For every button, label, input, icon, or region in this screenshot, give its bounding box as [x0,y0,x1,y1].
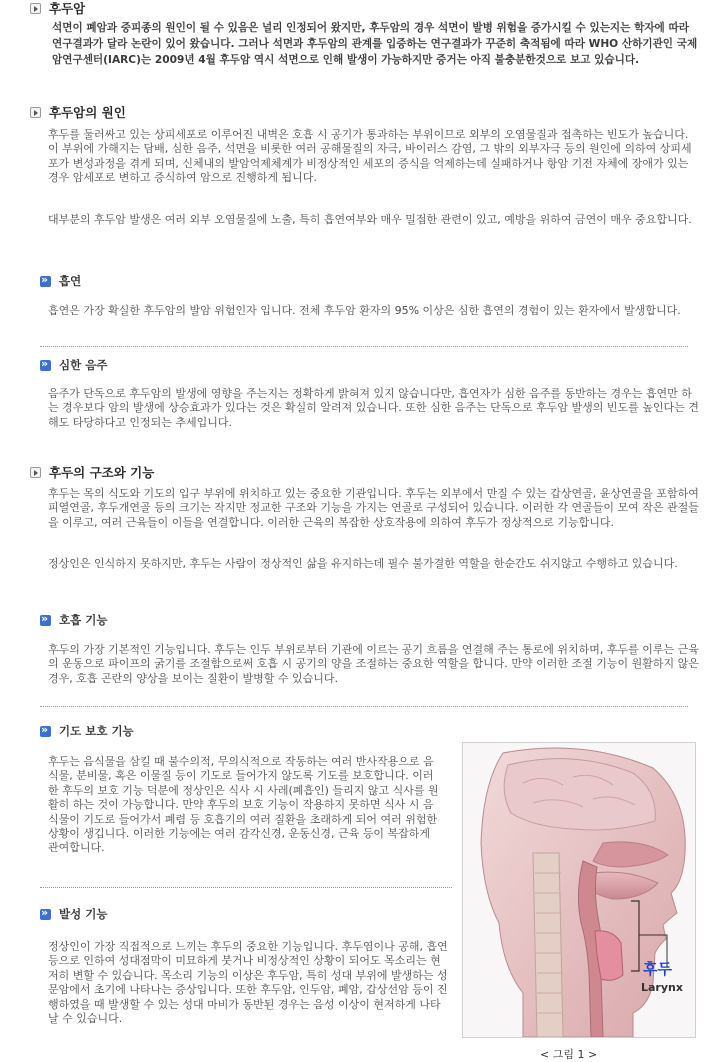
subsection-title: 호흡 기능 [59,613,108,627]
figure-caption: < 그림 1 > [540,1048,598,1061]
drinking-paragraph: 음주가 단독으로 후두암의 발생에 영향을 주는지는 정확하게 밝혀져 있지 않습니다만, 흡연자가 심한 음주를 동반하는 경우는 흡연만 하는 경우보다 암의 발생에 상승효과가 있다는 것은 확실히 알려져 있습니다. 또한 심한 음주는 단독으로 후두암 발생의 빈도를 높인다는 견해도 타당하다고 인정되는 추세입니다. [48,387,699,429]
dotted-divider [40,887,452,888]
section-title: 후두암 [49,1,86,16]
dotted-divider [40,706,688,707]
subsection-title: 기도 보호 기능 [59,724,134,738]
breathing-paragraph: 후두의 가장 기본적인 기능입니다. 후두는 인두 부위로부터 기관에 이르는 공기 흐름을 연결해 주는 통로에 위치하며, 후두를 이루는 근육의 운동으로 파이프의 굵기를 조절함으로써 호흡 시 공기의 양을 조절하는 중요한 역할을 합니다. 만약 이러한 조절 기능이 원활하지 않은 경우, 호흡 곤란의 양상을 보이는 질환이 발병할 수 있습니다. [48,643,699,685]
smoking-paragraph: 흡연은 가장 확실한 후두암의 발암 위험인자 입니다. 전체 후두암 환자의 95% 이상은 심한 흡연의 경험이 있는 환자에서 발생합니다. [48,304,681,317]
arrow-box-icon [30,467,41,478]
figure-label-ko: 후두 [643,960,672,978]
subsection-title: 흡연 [59,274,82,288]
structure-paragraph-2: 정상인은 인식하지 못하지만, 후두는 사람이 정상적인 삶을 유지하는데 필수 불가결한 역할을 한순간도 쉬지않고 수행하고 있습니다. [48,557,678,570]
subsection-header-breathing [40,613,107,627]
subsection-title: 발성 기능 [59,907,108,921]
subsection-header-airway [40,724,134,738]
section-title: 후두암의 원인 [49,105,126,120]
dotted-divider [40,346,688,347]
causes-paragraph-1: 후두를 둘러싸고 있는 상피세포로 이루어진 내벽은 호흡 시 공기가 통과하는 부위이므로 외부의 오염물질과 접촉하는 빈도가 높습니다. 이 부위에 가해지는 담배, 심한 음주, 석면을 비롯한 여러 공해물질의 자극, 바이러스 감염, 그 밖의 외부자극 등의 원인에 의하여 상피세포가 변성과정을 겪게 되며, 신체내의 발암억제체계가 비정상적인 세포의 증식을 억제하는데 실패하거나 항암 기전 자체에 장애가 있는 경우 암세포로 변하고 증식하여 암으로 진행하게 됩니다. [48,128,692,185]
double-arrow-icon [40,909,51,920]
subsection-header-voice [40,907,107,921]
double-arrow-icon [40,276,51,287]
voice-paragraph: 정상인이 가장 직접적으로 느끼는 후두의 중요한 기능입니다. 후두염이나 공해, 흡연 등으로 인하여 성대점막이 미묘하게 붓거나 비정상적인 상황이 되어도 목소리는 현저히 변할 수 있습니다. 목소리 기능의 이상은 후두암, 특히 성대 부위에 발생하는 성문암에서 초기에 나타나는 증상입니다. 또한 후두암, 인두암, 폐암, 갑상선암 등이 진행하였을 때 발생할 수 있는 성대 마비가 동반된 경우는 음성 이상이 현저하게 나타날 수 있습니다. [48,940,448,1026]
airway-paragraph: 후두는 음식물을 삼킬 때 불수의적, 무의식적으로 작동하는 여러 반사작용으로 음식물, 분비물, 혹은 이물질 등이 기도로 들어가지 않도록 기도를 보호합니다. 이러한 후두의 보호 기능 덕분에 정상인은 식사 시 사레(폐흡인) 들리지 않고 식사를 원활히 하는 것이 가능합니다. 만약 후두의 보호 기능이 작용하지 못하면 식사 시 음식물이 기도로 들어가서 폐렴 등 호흡기의 여러 질환을 초래하게 되어 여러 위험한 상황이 생깁니다. 이러한 기능에는 여러 감각신경, 운동신경, 근육 등이 복잡하게 관여합니다. [48,755,439,855]
double-arrow-icon [40,615,51,626]
section-header-laryngeal-cancer [30,0,85,16]
section-header-causes [30,104,126,120]
section-header-structure [30,464,154,480]
arrow-box-icon [30,3,41,14]
double-arrow-icon [40,360,51,371]
structure-paragraph-1: 후두는 목의 식도와 기도의 입구 부위에 위치하고 있는 중요한 기관입니다. 후두는 외부에서 만질 수 있는 갑상연골, 윤상연골을 포함하여 피열연골, 후두개연골 등의 크기는 작지만 정교한 구조와 기능을 가지는 연골로 구성되어 있습니다. 이러한 각 연골들이 모여 작은 관절들을 이루고, 여러 근육들이 이들을 연결합니다. 이러한 근육의 복잡한 상호작용에 의하여 후두가 정상적으로 기능합니다. [48,487,699,529]
arrow-box-icon [30,107,41,118]
subsection-header-drinking [40,358,107,372]
double-arrow-icon [40,726,51,737]
intro-paragraph: 석면이 폐암과 중피종의 원인이 될 수 있음은 널리 인정되어 왔지만, 후두암의 경우 석면이 발병 위험을 증가시킬 수 있는지는 학자에 따라 연구결과가 달라 논란이 있어 왔습니다. 그러나 석면과 후두암의 관계를 입증하는 연구결과가 꾸준히 축적됨에 따라 WHO 산하기관인 국제암연구센터(IARC)는 2009년 4월 후두암 역시 석면으로 인해 발생이 가능하지만 증거는 아직 불충분한것으로 보고 있습니다. [52,22,698,66]
figure-label-en: Larynx [641,981,683,994]
causes-paragraph-2: 대부분의 후두암 발생은 여러 외부 오염물질에 노출, 특히 흡연여부와 매우 밀접한 관련이 있고, 예방을 위하여 금연이 매우 중요합니다. [48,213,692,226]
subsection-title: 심한 음주 [59,358,108,372]
subsection-header-smoking [40,274,81,288]
section-title: 후두의 구조와 기능 [49,465,155,480]
larynx-figure [462,742,696,1038]
